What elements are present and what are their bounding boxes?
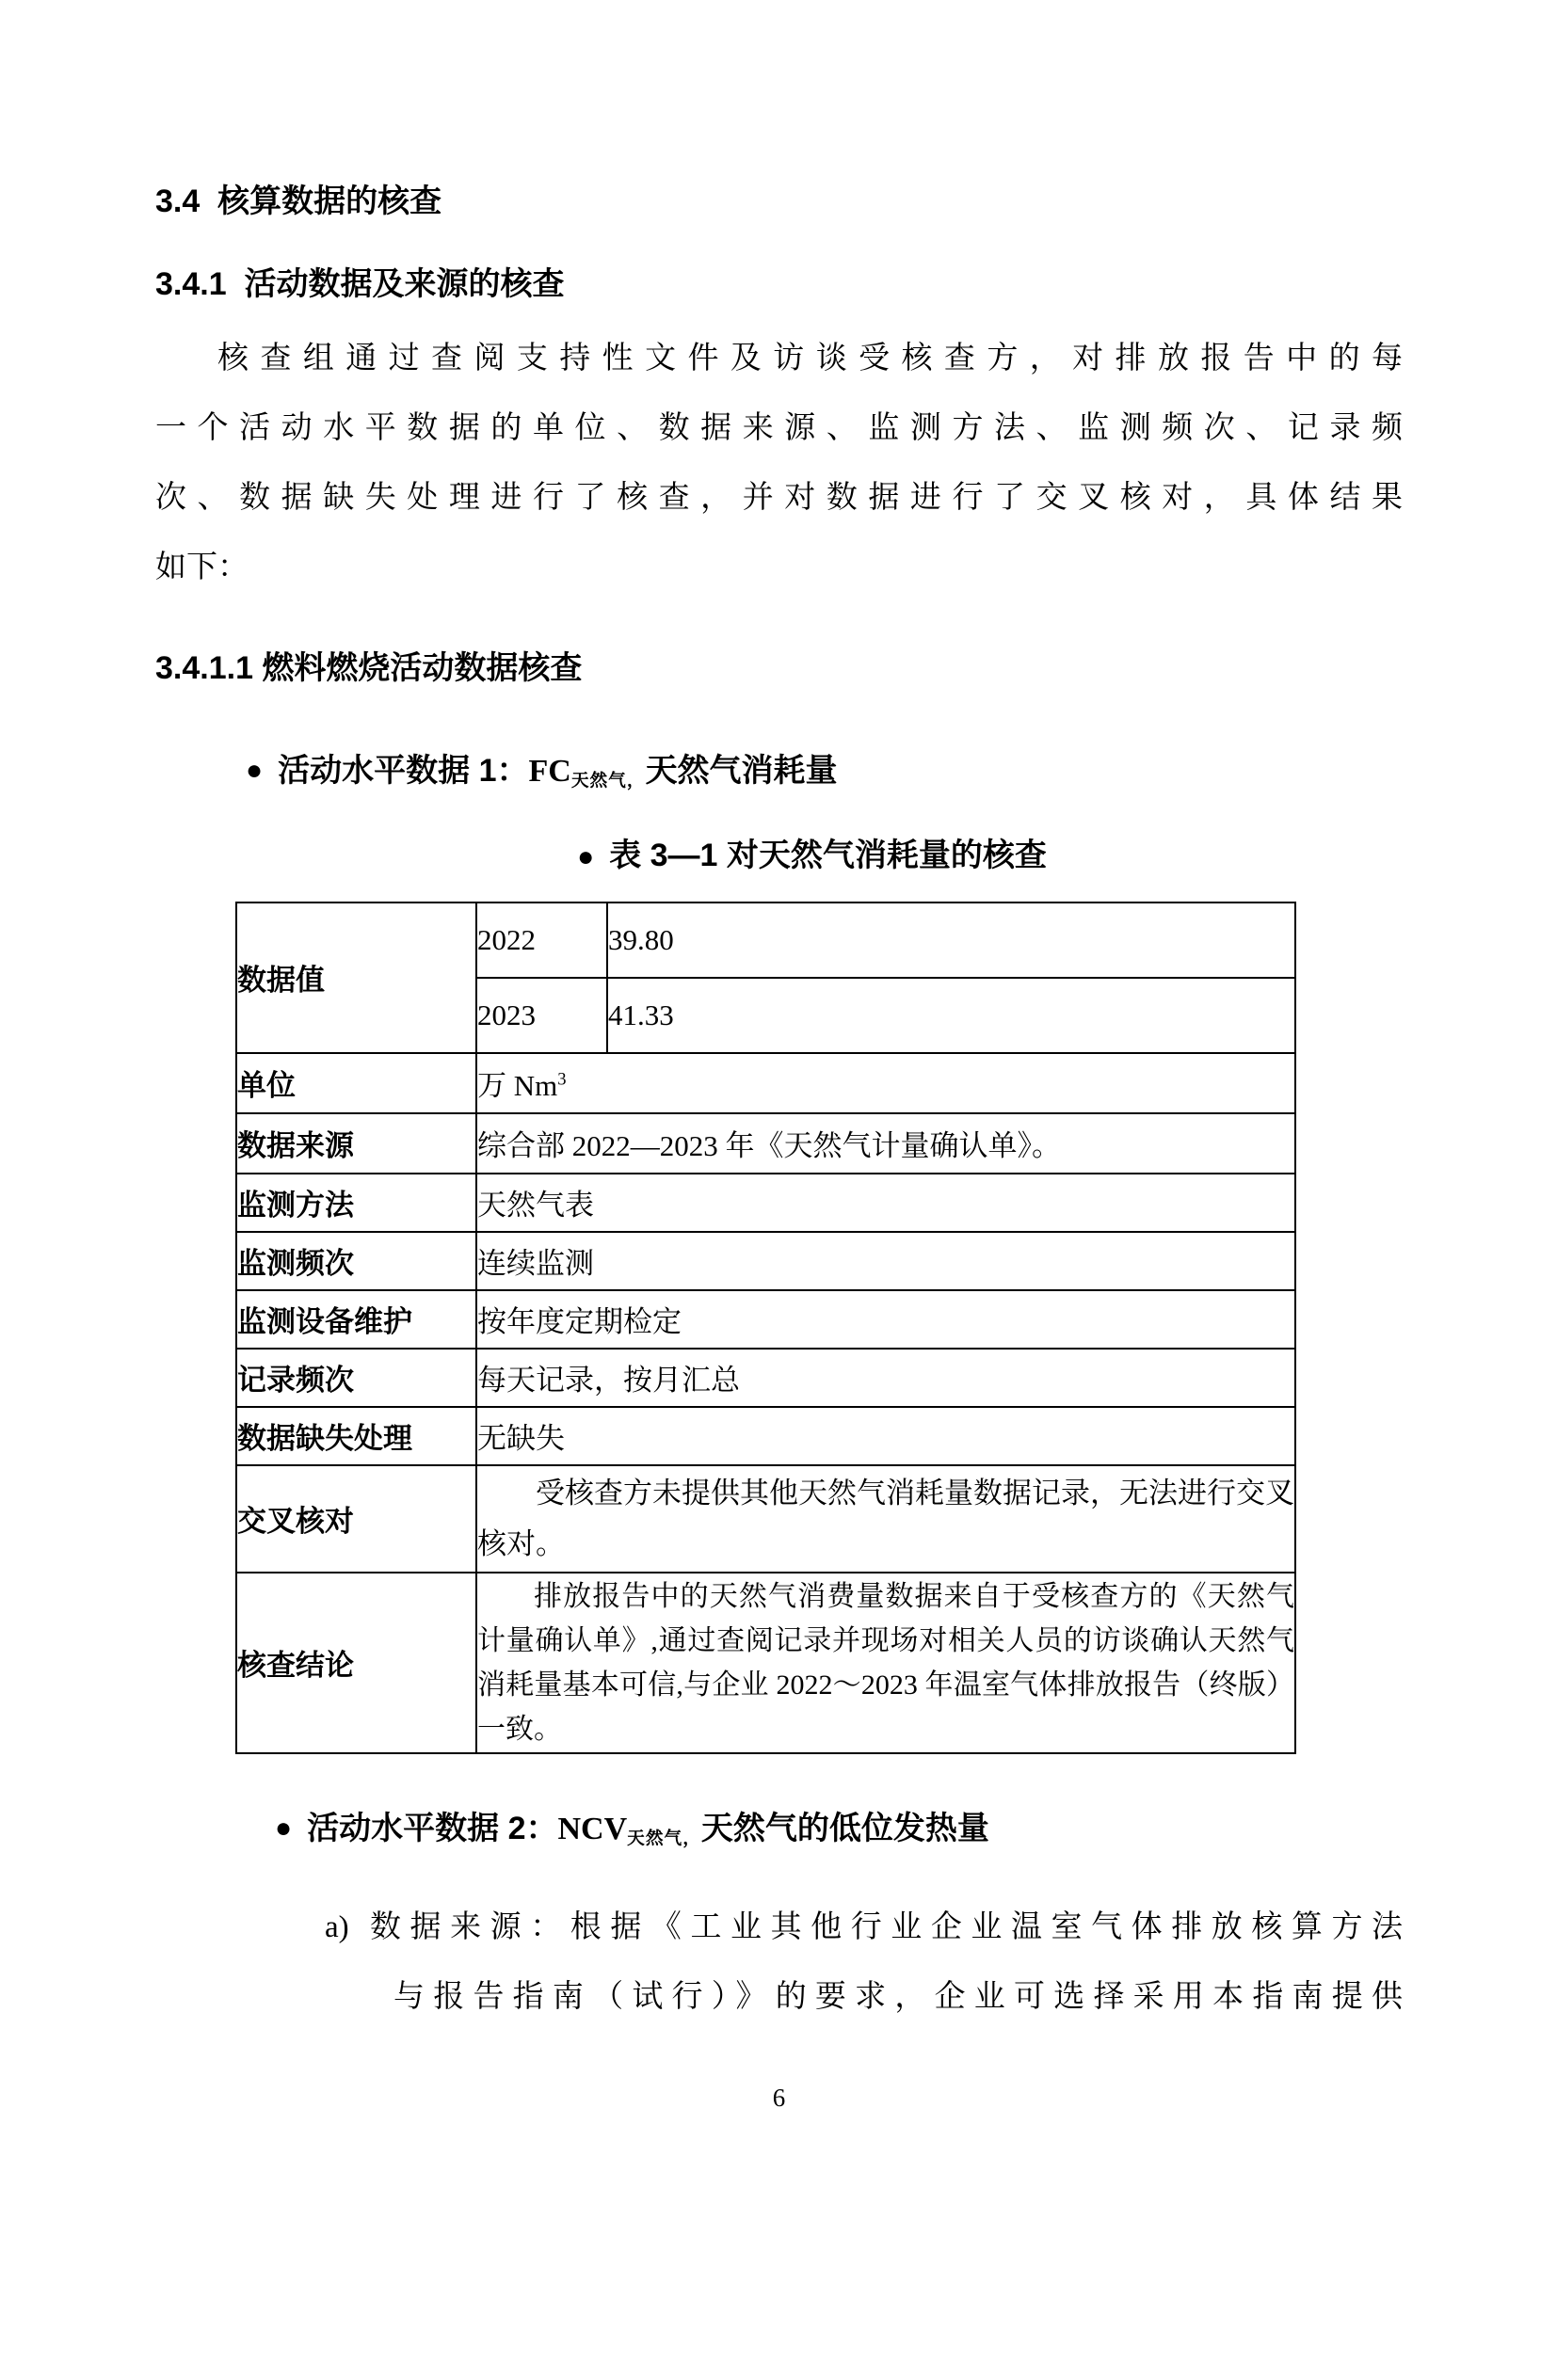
bullet1-subscript: 天然气，	[570, 771, 646, 791]
bullet1-text: 活动水平数据 1：	[278, 753, 529, 789]
table-cell-value: 天然气表	[476, 1174, 1295, 1232]
table-cell-value: 无缺失	[476, 1407, 1295, 1465]
bullet1-symbol: FC	[528, 754, 571, 789]
table-caption	[188, 834, 1436, 879]
bullet2-symbol: NCV	[557, 1811, 628, 1846]
table-row	[236, 1232, 1295, 1290]
table-cell-label: 数据来源	[236, 1113, 476, 1174]
table-cell-value: 连续监测	[476, 1232, 1295, 1290]
document-page	[0, 179, 1557, 2115]
table-row	[236, 1407, 1295, 1465]
table-cell-label: 核查结论	[236, 1573, 476, 1753]
page-number: 6	[772, 2084, 786, 2113]
table-cell-label: 交叉核对	[236, 1465, 476, 1573]
table-cell-value: 排放报告中的天然气消费量数据来自于受核查方的《天然气计量确认单》,通过查阅记录并现场对相关人员的访谈确认天然气消耗量基本可信,与企业 2022～2023 年温室气体排放报告（终版）一致。	[476, 1573, 1295, 1753]
table-cell-label: 监测方法	[236, 1174, 476, 1232]
list-item-a	[325, 1893, 1403, 2032]
bullet2-text-after: 天然气的低位发热量	[700, 1810, 989, 1846]
bullet2-subscript: 天然气，	[627, 1829, 701, 1849]
item-a-line: 数据来源：根据《工业其他行业企业温室气体排放核算方法	[370, 1910, 1403, 1945]
bullet-icon: ●	[577, 840, 595, 872]
table-row	[236, 1174, 1295, 1232]
intro-paragraph	[155, 324, 1403, 602]
table-cell-value	[476, 1053, 1295, 1113]
table-cell-year: 2022	[476, 902, 607, 978]
bullet2-text: 活动水平数据 2：	[307, 1810, 558, 1846]
table-row	[236, 1465, 1295, 1573]
table-row	[236, 902, 1295, 978]
intro-line: 如下：	[155, 551, 249, 584]
table-cell-value: 41.33	[607, 978, 1295, 1053]
item-a-line: 与报告指南（试行）》的要求，企业可选择采用本指南提供	[393, 1980, 1403, 2015]
table-cell-value: 综合部 2022—2023 年《天然气计量确认单》。	[476, 1113, 1295, 1174]
table-cell-label: 单位	[236, 1053, 476, 1113]
table-cell-value: 按年度定期检定	[476, 1290, 1295, 1349]
table-row	[236, 1573, 1295, 1753]
section-heading-3-4: 3.4 核算数据的核查	[155, 184, 442, 219]
table-row	[236, 1113, 1295, 1174]
table-cell-value: 39.80	[607, 902, 1295, 978]
bullet1-text-after: 天然气消耗量	[645, 753, 838, 789]
section-heading-3-4-1-1: 3.4.1.1 燃料燃烧活动数据核查	[155, 650, 583, 686]
verification-table	[235, 902, 1296, 1754]
table-cell-label: 记录频次	[236, 1349, 476, 1407]
bullet-item-activity-data-1	[246, 749, 1403, 804]
table-cell-value: 每天记录，按月汇总	[476, 1349, 1295, 1407]
table-cell-label: 监测频次	[236, 1232, 476, 1290]
table-row	[236, 1290, 1295, 1349]
intro-line: 次、数据缺失处理进行了核查，并对数据进行了交叉核对，具体结果	[155, 481, 1403, 515]
list-item-a-marker: a)	[325, 1910, 349, 1945]
table-row	[236, 1053, 1295, 1113]
table-cell-label: 数据缺失处理	[236, 1407, 476, 1465]
unit-value: 万 Nm	[477, 1069, 558, 1103]
section-heading-3-4-1: 3.4.1 活动数据及来源的核查	[155, 266, 565, 302]
table-cell-label: 监测设备维护	[236, 1290, 476, 1349]
intro-line: 核查组通过查阅支持性文件及访谈受核查方，对排放报告中的每	[217, 342, 1403, 375]
table-cell-label: 数据值	[236, 902, 476, 1053]
table-row	[236, 1349, 1295, 1407]
table-cell-year: 2023	[476, 978, 607, 1053]
intro-line: 一个活动水平数据的单位、数据来源、监测方法、监测频次、记录频	[155, 411, 1403, 445]
unit-superscript: 3	[557, 1069, 567, 1090]
bullet-item-activity-data-2	[275, 1807, 1403, 1861]
table-cell-value: 受核查方未提供其他天然气消耗量数据记录，无法进行交叉核对。	[476, 1465, 1295, 1573]
bullet-icon: ●	[275, 1812, 293, 1844]
table-caption-text: 表 3—1 对天然气消耗量的核查	[609, 837, 1047, 873]
bullet-icon: ●	[246, 755, 264, 786]
